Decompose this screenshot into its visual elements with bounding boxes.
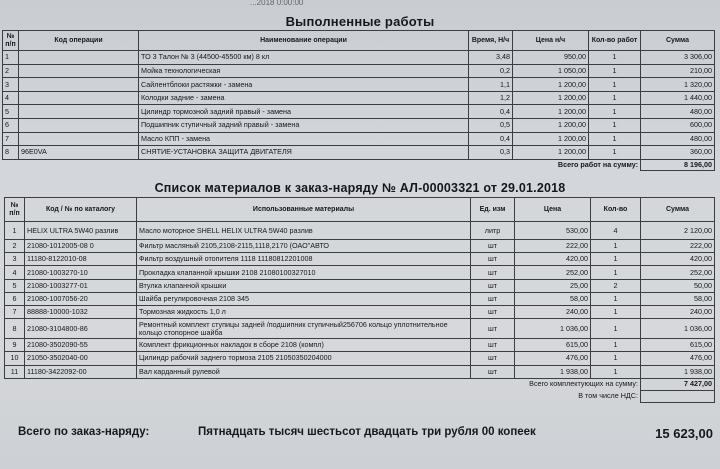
works-header-qty: Кол-во работ [589,31,641,51]
works-title: Выполненные работы [285,14,435,29]
works-cell-name: Цилиндр тормозной задний правый - замена [139,105,469,119]
materials-cell-qty: 1 [591,240,641,253]
works-cell-n: 2 [3,64,19,78]
grand-total [18,426,718,444]
materials-cell-n: 8 [5,319,25,339]
works-cell-sum: 480,00 [641,105,715,119]
materials-header-qty: Кол-во [591,198,641,222]
materials-cell-qty: 1 [591,292,641,305]
works-cell-qty: 1 [589,91,641,105]
works-cell-name: Подшипник ступичный задний правый - замена [139,118,469,132]
works-cell-price: 950,00 [513,51,589,65]
materials-table [4,197,715,403]
materials-cell-sum: 2 120,00 [641,222,715,240]
materials-cell-name: Вал карданный рулевой [137,365,471,378]
materials-cell-code: 21080-1007056-20 [25,292,137,305]
works-header-price: Цена н/ч [513,31,589,51]
materials-cell-code: 88888-10000-1032 [25,305,137,318]
works-cell-price: 1 200,00 [513,132,589,146]
materials-cell-name: Комплект фрикционных накладок в сборе 2108 (компл) [137,339,471,352]
works-cell-sum: 360,00 [641,146,715,160]
materials-cell-n: 7 [5,305,25,318]
materials-cell-unit: шт [471,365,515,378]
materials-cell-qty: 1 [591,266,641,279]
works-cell-price: 1 200,00 [513,118,589,132]
works-cell-qty: 1 [589,51,641,65]
materials-cell-n: 6 [5,292,25,305]
works-cell-time: 3,48 [469,51,513,65]
materials-cell-code: 21080-3104800-86 [25,319,137,339]
materials-cell-qty: 1 [591,319,641,339]
materials-cell-n: 3 [5,253,25,266]
materials-row [5,253,715,266]
works-header-n: № п/п [3,31,19,51]
materials-cell-unit: литр [471,222,515,240]
works-header-time: Время, Н/ч [469,31,513,51]
materials-cell-unit: шт [471,266,515,279]
materials-cell-name: Втулка клапанной крышки [137,279,471,292]
materials-cell-sum: 240,00 [641,305,715,318]
materials-cell-unit: шт [471,279,515,292]
materials-cell-unit: шт [471,305,515,318]
works-header-name: Наименование операции [139,31,469,51]
materials-cell-name: Ремонтный комплект ступицы задней /подшипник ступичный256706 кольцо уплотнительное кольцо стопорное шайба [137,319,471,339]
materials-header-price: Цена [515,198,591,222]
materials-cell-sum: 615,00 [641,339,715,352]
materials-cell-sum: 58,00 [641,292,715,305]
works-cell-code: 96E0VA [19,146,139,160]
works-cell-code [19,78,139,92]
works-cell-qty: 1 [589,118,641,132]
works-header-code: Код операции [19,31,139,51]
grand-total-words: Пятнадцать тысяч шестьсот двадцать три рубля 00 копеек [198,426,536,438]
works-cell-time: 0,3 [469,146,513,160]
works-cell-qty: 1 [589,78,641,92]
works-cell-price: 1 200,00 [513,146,589,160]
materials-cell-price: 615,00 [515,339,591,352]
materials-cell-unit: шт [471,253,515,266]
works-cell-code [19,132,139,146]
materials-cell-name: Прокладка клапанной крышки 2108 21080100327010 [137,266,471,279]
works-cell-qty: 1 [589,105,641,119]
materials-cell-code: 11180-3422092-00 [25,365,137,378]
works-cell-n: 7 [3,132,19,146]
works-cell-name: Масло КПП - замена [139,132,469,146]
works-cell-name: Колодки задние - замена [139,91,469,105]
works-cell-code [19,105,139,119]
materials-row [5,339,715,352]
materials-cell-n: 5 [5,279,25,292]
works-cell-time: 0,5 [469,118,513,132]
works-cell-sum: 480,00 [641,132,715,146]
materials-cell-name: Тормозная жидкость 1,0 л [137,305,471,318]
materials-cell-sum: 1 938,00 [641,365,715,378]
materials-cell-price: 58,00 [515,292,591,305]
materials-cell-code: 21080-1012005-08 0 [25,240,137,253]
materials-cell-n: 1 [5,222,25,240]
materials-cell-name: Масло моторное SHELL HELIX ULTRA 5W40 разлив [137,222,471,240]
works-cell-n: 4 [3,91,19,105]
materials-title: Список материалов к заказ-наряду № АЛ-00003321 от 29.01.2018 [154,181,566,195]
materials-cell-code: 11180-8122010-08 [25,253,137,266]
works-cell-n: 8 [3,146,19,160]
materials-body [5,222,715,379]
works-cell-name: Мойка технологическая [139,64,469,78]
materials-header-n: № п/п [5,198,25,222]
materials-cell-qty: 1 [591,253,641,266]
works-cell-sum: 1 320,00 [641,78,715,92]
materials-header-name: Использованные материалы [137,198,471,222]
materials-cell-sum: 420,00 [641,253,715,266]
works-cell-qty: 1 [589,132,641,146]
materials-cell-unit: шт [471,240,515,253]
materials-header-sum: Сумма [641,198,715,222]
materials-cell-price: 476,00 [515,352,591,365]
works-cell-qty: 1 [589,146,641,160]
materials-cell-qty: 4 [591,222,641,240]
materials-row [5,266,715,279]
works-cell-qty: 1 [589,64,641,78]
works-total-value: 8 196,00 [641,159,715,170]
materials-row [5,365,715,378]
works-cell-price: 1 200,00 [513,78,589,92]
works-cell-price: 1 050,00 [513,64,589,78]
materials-cell-price: 222,00 [515,240,591,253]
materials-cell-qty: 1 [591,352,641,365]
works-cell-sum: 1 440,00 [641,91,715,105]
works-cell-code [19,64,139,78]
works-row [3,105,715,119]
materials-cell-name: Фильтр воздушный отопителя 1118 11180812201008 [137,253,471,266]
top-strip: ...2018 0:00:00 [250,0,304,7]
materials-cell-qty: 1 [591,339,641,352]
works-row [3,91,715,105]
materials-cell-unit: шт [471,339,515,352]
materials-cell-unit: шт [471,352,515,365]
materials-row [5,305,715,318]
works-cell-n: 1 [3,51,19,65]
materials-cell-sum: 252,00 [641,266,715,279]
materials-row [5,222,715,240]
works-cell-name: ТО 3 Талон № 3 (44500-45500 км) 8 кл [139,51,469,65]
materials-row [5,319,715,339]
works-cell-time: 0,4 [469,105,513,119]
materials-cell-unit: шт [471,292,515,305]
works-cell-code [19,118,139,132]
materials-cell-unit: шт [471,319,515,339]
works-body [3,51,715,160]
materials-cell-code: 21080-1003277-01 [25,279,137,292]
materials-cell-sum: 222,00 [641,240,715,253]
materials-header-code: Код / № по каталогу [25,198,137,222]
materials-cell-price: 1 938,00 [515,365,591,378]
materials-cell-price: 240,00 [515,305,591,318]
materials-cell-n: 2 [5,240,25,253]
works-cell-price: 1 200,00 [513,91,589,105]
grand-total-label: Всего по заказ-наряду: [18,426,150,438]
works-row [3,64,715,78]
works-table [2,30,715,171]
materials-row [5,292,715,305]
materials-total-value: 7 427,00 [641,378,715,390]
materials-cell-n: 9 [5,339,25,352]
works-cell-time: 0,4 [469,132,513,146]
works-cell-sum: 210,00 [641,64,715,78]
materials-cell-price: 252,00 [515,266,591,279]
materials-cell-n: 4 [5,266,25,279]
works-header-sum: Сумма [641,31,715,51]
grand-total-value: 15 623,00 [655,426,713,441]
materials-cell-sum: 476,00 [641,352,715,365]
materials-cell-n: 11 [5,365,25,378]
materials-cell-n: 10 [5,352,25,365]
works-cell-price: 1 200,00 [513,105,589,119]
works-cell-time: 1,1 [469,78,513,92]
materials-cell-sum: 1 036,00 [641,319,715,339]
works-cell-code [19,51,139,65]
materials-cell-qty: 2 [591,279,641,292]
materials-cell-price: 420,00 [515,253,591,266]
works-row [3,78,715,92]
materials-row [5,352,715,365]
materials-cell-code: 21080-3502090-55 [25,339,137,352]
works-cell-n: 6 [3,118,19,132]
materials-row [5,240,715,253]
materials-vat-label: В том числе НДС: [578,391,638,401]
materials-vat-value [641,390,715,402]
materials-cell-code: HELIX ULTRA 5W40 разлив [25,222,137,240]
works-cell-n: 3 [3,78,19,92]
materials-cell-name: Фильтр масляный 2105,2108-2115,1118,2170 (ОАО"АВТО [137,240,471,253]
materials-cell-sum: 50,00 [641,279,715,292]
materials-cell-code: 21050-3502040-00 [25,352,137,365]
works-row [3,132,715,146]
works-cell-name: СНЯТИЕ-УСТАНОВКА ЗАЩИТА ДВИГАТЕЛЯ [139,146,469,160]
works-row [3,118,715,132]
materials-cell-price: 25,00 [515,279,591,292]
works-cell-time: 0,2 [469,64,513,78]
materials-total-label: Всего комплектующих на сумму: [529,379,638,389]
materials-cell-price: 1 036,00 [515,319,591,339]
materials-cell-qty: 1 [591,365,641,378]
works-row [3,51,715,65]
works-cell-name: Сайлентблоки растяжки - замена [139,78,469,92]
works-cell-sum: 600,00 [641,118,715,132]
materials-cell-name: Шайба регулировочная 2108 345 [137,292,471,305]
works-cell-time: 1,2 [469,91,513,105]
works-row [3,146,715,160]
materials-cell-qty: 1 [591,305,641,318]
materials-cell-price: 530,00 [515,222,591,240]
materials-cell-code: 21080-1003270-10 [25,266,137,279]
works-total-label: Всего работ на сумму: [557,160,638,170]
works-cell-code [19,91,139,105]
materials-row [5,279,715,292]
works-cell-sum: 3 306,00 [641,51,715,65]
materials-header-unit: Ед. изм [471,198,515,222]
works-cell-n: 5 [3,105,19,119]
materials-cell-name: Цилиндр рабочий заднего тормоза 2105 21050350204000 [137,352,471,365]
